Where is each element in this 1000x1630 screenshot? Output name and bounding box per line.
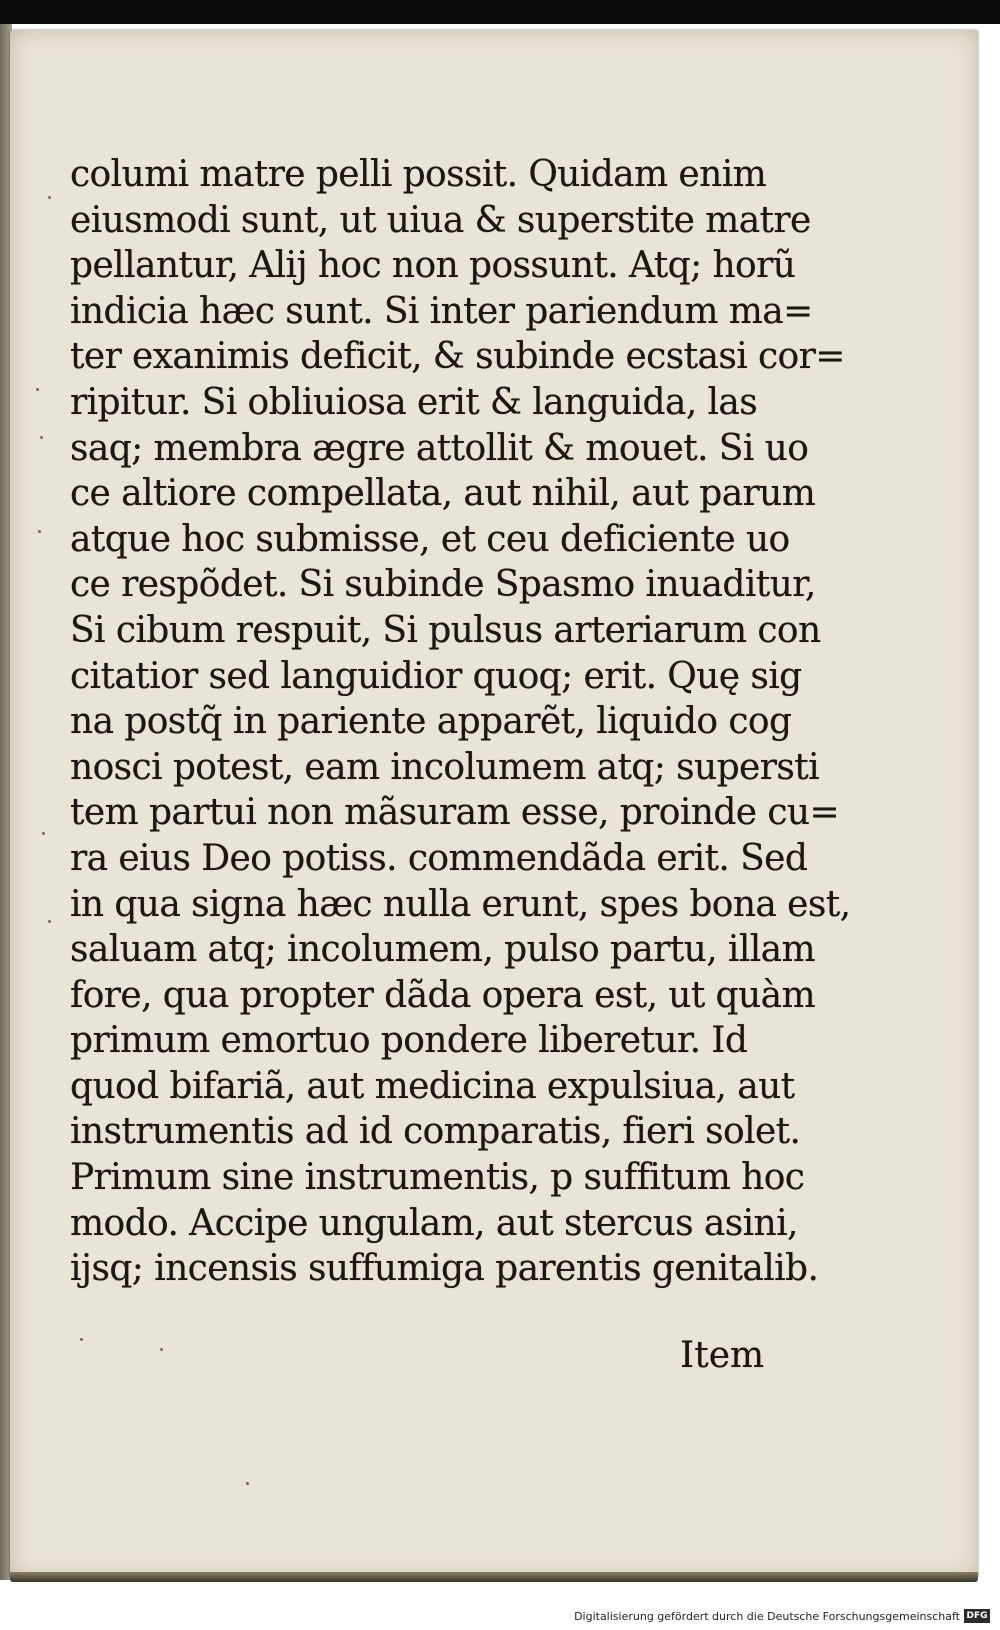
footer-bar [0, 1608, 1000, 1630]
text-line: columi matre pelli possit. Quidam enim [70, 154, 767, 195]
text-line: ra eius Deo potiss. commendãda erit. Sed [70, 837, 808, 879]
dfg-logo: DFG [964, 1609, 990, 1623]
margin-speck [38, 530, 41, 533]
scan-top-border [0, 0, 1000, 24]
text-line: modo. Accipe ungulam, aut stercus asini, [70, 1202, 798, 1244]
margin-speck [80, 1338, 83, 1341]
page-text-block [70, 152, 851, 1292]
margin-speck [42, 832, 45, 835]
text-line: pellantur, Alij hoc non possunt. Atq; horũ [70, 245, 796, 287]
text-line: ce altiore compellata, aut nihil, aut parum [70, 473, 816, 515]
text-line: saq; membra ægre attollit & mouet. Si uo [70, 427, 809, 469]
text-line: atque hoc submisse, et ceu deficiente uo [70, 518, 790, 560]
text-line: ter exanimis deficit, & subinde ecstasi cor= [70, 336, 845, 378]
margin-speck [36, 388, 39, 391]
text-line: primum emortuo pondere liberetur. Id [70, 1020, 748, 1062]
text-line: Primum sine instrumentis, p suffitum hoc [70, 1157, 805, 1199]
margin-speck [246, 1482, 249, 1485]
text-line: citatior sed languidior quoq; erit. Quę sig [70, 655, 802, 697]
text-line: na postq̃ in pariente apparẽt, liquido cog [70, 701, 792, 743]
catchword: Item [680, 1335, 765, 1376]
text-line: tem partui non mãsuram esse, proinde cu= [70, 792, 840, 834]
margin-speck [40, 436, 43, 439]
text-line: instrumentis ad id comparatis, fieri solet. [70, 1111, 801, 1153]
margin-speck [48, 920, 51, 923]
text-line: ijsq; incensis suffumiga parentis genitalib. [70, 1248, 819, 1290]
funding-credit: Digitalisierung gefördert durch die Deutsche Forschungsgemeinschaft [574, 1610, 960, 1623]
text-line: fore, qua propter dãda opera est, ut quàm [70, 974, 815, 1016]
text-line: saluam atq; incolumem, pulso partu, illam [70, 929, 816, 971]
text-line: indicia hæc sunt. Si inter pariendum ma= [70, 290, 813, 332]
text-line: Si cibum respuit, Si pulsus arteriarum con [70, 609, 821, 651]
margin-speck [48, 196, 51, 199]
margin-speck [160, 1348, 163, 1351]
page-bottom-edge [10, 1572, 978, 1582]
text-line: in qua signa hæc nulla erunt, spes bona est, [70, 883, 851, 925]
text-line: quod bifariã, aut medicina expulsiua, aut [70, 1065, 795, 1107]
text-line: eiusmodi sunt, ut uiua & superstite matre [70, 199, 811, 241]
text-line: ripitur. Si obliuiosa erit & languida, las [70, 381, 758, 423]
text-line: ce respõdet. Si subinde Spasmo inuaditur, [70, 564, 816, 606]
text-line: nosci potest, eam incolumem atq; supersti [70, 746, 819, 788]
